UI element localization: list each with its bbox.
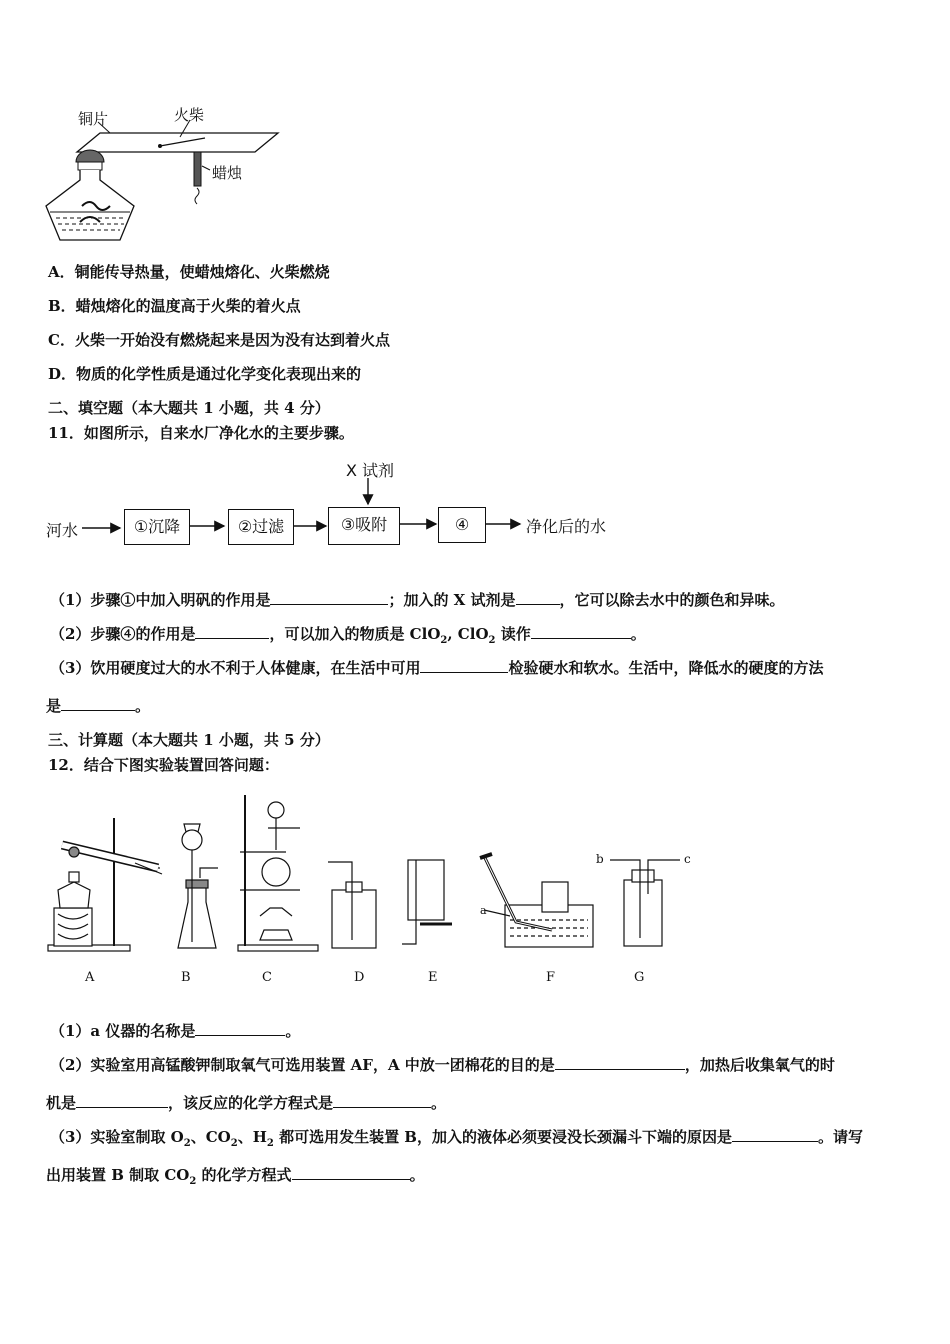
q12-part-3-cont: 出用装置 B 制取 $CO_2$ 的化学方程式 。 [46, 1166, 425, 1187]
step-2-box: ②过滤 [228, 509, 294, 545]
q11-part-2: （2）步骤④的作用是 ，可以加入的物质是 ClO$_2$, ClO$_2$ 读作 。 [50, 625, 646, 646]
option-d: D．物质的化学性质是通过化学变化表现出来的 [48, 365, 362, 383]
apparatus-label-e: E [428, 970, 438, 985]
q12-stem: 12．结合下图实验装置回答问题： [48, 756, 279, 774]
apparatus-label-a: A [85, 970, 95, 985]
apparatus-label-f: F [546, 970, 556, 985]
apparatus-label-c: C [262, 970, 272, 985]
apparatus-drawing [40, 790, 720, 960]
q11-part-3-cont: 是 。 [46, 697, 151, 715]
step-1-box: ①沉降 [124, 509, 190, 545]
q12-part-2: （2）实验室用高锰酸钾制取氧气可选用装置 AF，A 中放一团棉花的目的是 ，加热后收集氧气的时 [50, 1056, 835, 1074]
section-2-heading: 二、填空题（本大题共 1 小题，共 4 分） [48, 399, 330, 417]
apparatus-label-b: B [181, 970, 191, 985]
step-4-box: ④ [438, 507, 486, 543]
candle-label: 蜡烛 [212, 164, 243, 182]
q11-stem: 11．如图所示，自来水厂净化水的主要步骤。 [48, 424, 354, 442]
purified-water-label: 净化后的水 [526, 517, 607, 536]
small-label-a: a [480, 904, 487, 917]
match-label: 火柴 [174, 106, 205, 124]
apparatus-label-d: D [354, 970, 365, 985]
q11-part-3: （3）饮用硬度过大的水不利于人体健康，在生活中可用 检验硬水和软水。生活中，降低水的硬度的方法 [50, 659, 824, 677]
step-3-box: ③吸附 [328, 507, 400, 545]
copper-experiment-figure [40, 100, 300, 250]
q12-part-2-cont: 机是 ，该反应的化学方程式是 。 [46, 1094, 447, 1112]
section-3-heading: 三、计算题（本大题共 1 小题，共 5 分） [48, 731, 330, 749]
copper-label: 铜片 [78, 110, 109, 128]
reagent-x-label: X 试剂 [346, 461, 395, 480]
option-a: A．铜能传导热量，使蜡烛熔化、火柴燃烧 [48, 263, 330, 281]
q12-part-1: （1）a 仪器的名称是 。 [50, 1022, 301, 1040]
q11-part-1: （1）步骤①中加入明矾的作用是 ；加入的 X 试剂是 ，它可以除去水中的颜色和异味。 [50, 591, 785, 609]
q12-part-3: （3）实验室制取 $O_2$、$CO_2$、$H_2$ 都可选用发生装置 B，加入的液体必须要浸没长颈漏斗下端的原因是 。请写 [50, 1128, 863, 1149]
apparatus-label-g: G [634, 970, 645, 985]
lab-apparatus-figure [40, 790, 720, 990]
option-c: C．火柴一开始没有燃烧起来是因为没有达到着火点 [48, 331, 390, 349]
option-b: B．蜡烛熔化的温度高于火柴的着火点 [48, 297, 301, 315]
river-water-label: 河水 [46, 521, 79, 540]
water-purification-flow [44, 452, 644, 552]
small-label-b: b [596, 852, 604, 866]
small-label-c: c [684, 852, 691, 866]
